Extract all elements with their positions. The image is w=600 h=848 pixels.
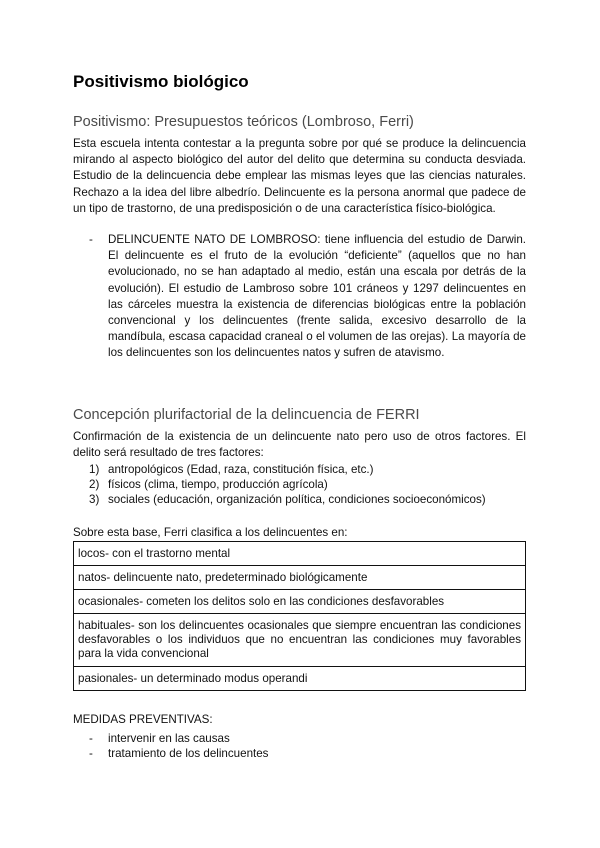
- table-cell: ocasionales- cometen los delitos solo en las condiciones desfavorables: [74, 590, 526, 614]
- list-item: [89, 462, 526, 477]
- page-title: Positivismo biológico: [73, 72, 249, 91]
- factor-text: sociales (educación, organización política, condiciones socioeconómicos): [108, 493, 486, 506]
- bullet-list-lombroso: [89, 232, 526, 362]
- list-number: 3): [89, 493, 100, 506]
- table-row: [74, 542, 526, 566]
- paragraph-ferri: Confirmación de la existencia de un delincuente nato pero uso de otros factores. El delito será resultado de tres factores:: [73, 430, 526, 460]
- factors-list: [89, 462, 526, 507]
- table-cell: locos- con el trastorno mental: [74, 542, 526, 566]
- ferri-classification-table: [73, 541, 526, 691]
- section-heading-positivismo: Positivismo: Presupuestos teóricos (Lombroso, Ferri): [73, 114, 414, 130]
- factor-text: físicos (clima, tiempo, producción agrícola): [108, 478, 328, 491]
- measure-text: intervenir en las causas: [108, 732, 230, 745]
- list-item: [89, 746, 526, 761]
- list-item: [89, 477, 526, 492]
- table-row: [74, 667, 526, 691]
- bullet-text: DELINCUENTE NATO DE LOMBROSO: tiene influencia del estudio de Darwin. El delincuente es el fruto de la evolución “deficiente” (aquellos que no han evolucionado, no se han adaptado al medio, están una escala por detrás de la evolución). El estudio de Lambroso sobre 101 cráneos y 1297 delincuentes en las cárceles muestra la existencia de diferencias biológicas entre la población convencional y los delincuentes (frente salida, excesivo desarrollo de la mandíbula, escasa capacidad craneal o el volumen de las orejas). La mayoría de los delincuentes son los delincuentes natos y sufren de atavismo.: [108, 233, 526, 360]
- table-cell: natos- delincuente nato, predeterminado biológicamente: [74, 566, 526, 590]
- table-cell: pasionales- un determinado modus operandi: [74, 667, 526, 691]
- bullet-marker: -: [89, 732, 93, 745]
- list-item: [89, 731, 526, 746]
- bullet-marker: -: [89, 747, 93, 760]
- list-number: 1): [89, 463, 100, 476]
- measures-heading: MEDIDAS PREVENTIVAS:: [73, 713, 213, 726]
- measure-text: tratamiento de los delincuentes: [108, 747, 269, 760]
- table-row: [74, 566, 526, 590]
- section-heading-ferri: Concepción plurifactorial de la delincuencia de FERRI: [73, 407, 420, 423]
- table-row: [74, 614, 526, 667]
- list-item: [89, 492, 526, 507]
- list-number: 2): [89, 478, 100, 491]
- list-item: [89, 232, 526, 362]
- bullet-marker: -: [89, 233, 93, 246]
- table-row: [74, 590, 526, 614]
- paragraph-positivismo: Esta escuela intenta contestar a la pregunta sobre por qué se produce la delincuencia mirando al aspecto biológico del autor del delito que determina su conducta desviada. Estudio de la delincuencia debe emplear las mismas leyes que las ciencias naturales. Rechazo a la idea del libre albedrío. Delincuente es la persona anormal que padece de un tipo de trastorno, de una predisposición o de una característica físico-biológica.: [73, 137, 526, 215]
- factor-text: antropológicos (Edad, raza, constitución física, etc.): [108, 463, 374, 476]
- table-cell: habituales- son los delincuentes ocasionales que siempre encuentran las condiciones desfavorables o los individuos que no encuentran las condiciones muy favorables para la vida convencional: [74, 614, 526, 667]
- table-intro: Sobre esta base, Ferri clasifica a los delincuentes en:: [73, 526, 348, 539]
- measures-list: [89, 731, 526, 761]
